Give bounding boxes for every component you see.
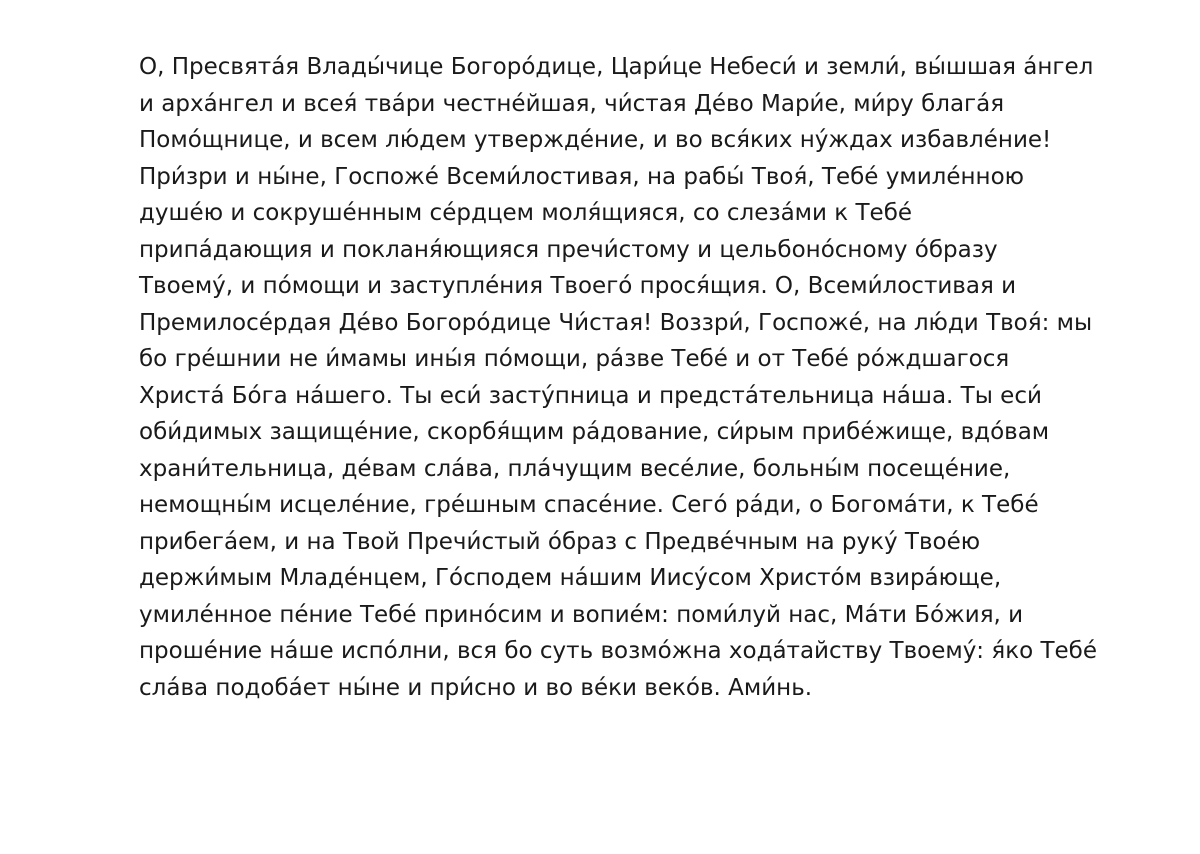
prayer-line: и арха́нгел и всея́ тва́ри честне́йшая, чи́стая Де́во Мари́е, ми́ру блага́я: [139, 90, 1005, 117]
prayer-line: припа́дающия и покланя́ющияся пречи́стому и цельбоно́сному о́бразу: [139, 236, 998, 263]
prayer-line: прибега́ем, и на Твой Пречи́стый о́браз с Предве́чным на руку́ Твое́ю: [139, 528, 981, 555]
prayer-line: бо гре́шнии не и́мамы ины́я по́мощи, ра́зве Тебе́ и от Тебе́ ро́ждшагося: [139, 346, 1010, 372]
prayer-text: [139, 49, 1139, 706]
prayer-line: При́зри и ны́не, Госпоже́ Всеми́лостивая, на рабы́ Твоя́, Тебе́ умиле́нною: [139, 163, 1025, 190]
prayer-line: Помо́щнице, и всем лю́дем утвержде́ние, и во вся́ких ну́ждах избавле́ние!: [139, 127, 1052, 153]
prayer-line: душе́ю и сокруше́нным се́рдцем моля́щияся, со слеза́ми к Тебе́: [139, 200, 913, 226]
prayer-line: сла́ва подоба́ет ны́не и при́сно и во ве́ки веко́в. Ами́нь.: [139, 674, 813, 701]
prayer-line: держи́мым Младе́нцем, Го́сподем на́шим Иису́сом Христо́м взира́юще,: [139, 565, 1002, 591]
prayer-line: оби́димых защище́ние, скорбя́щим ра́дование, си́рым прибе́жище, вдо́вам: [139, 419, 1050, 445]
prayer-line: Христа́ Бо́га на́шего. Ты еси́ засту́пница и предста́тельница на́ша. Ты еси́: [139, 382, 1042, 409]
prayer-line: храни́тельница, де́вам сла́ва, пла́чущим весе́лие, больны́м посеще́ние,: [139, 455, 1011, 482]
prayer-line: немощны́м исцеле́ние, гре́шным спасе́ние. Сего́ ра́ди, о Богома́ти, к Тебе́: [139, 492, 1039, 518]
prayer-line: умиле́нное пе́ние Тебе́ прино́сим и вопие́м: поми́луй нас, Ма́ти Бо́жия, и: [139, 601, 1024, 628]
prayer-line: О, Пресвята́я Влады́чице Богоро́дице, Цари́це Небеси́ и земли́, вы́шшая а́нгел: [139, 54, 1094, 80]
prayer-line: проше́ние на́ше испо́лни, вся бо суть возмо́жна хода́тайству Твоему́: я́ко Тебе́: [139, 638, 1098, 664]
prayer-line: Премилосе́рдая Де́во Богоро́дице Чи́стая! Воззри́, Госпоже́, на лю́ди Твоя́: мы: [139, 309, 1093, 336]
prayer-line: Твоему́, и по́мощи и заступле́ния Твоего́ прося́щия. О, Всеми́лостивая и: [139, 273, 1017, 299]
